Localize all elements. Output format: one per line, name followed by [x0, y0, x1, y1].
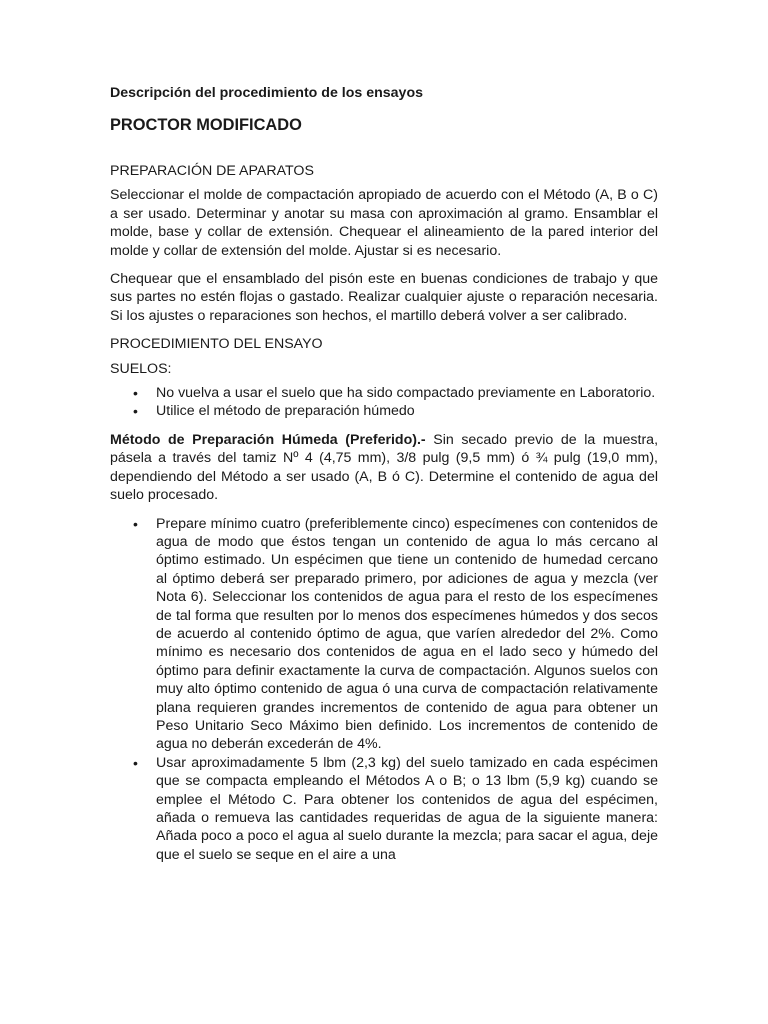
bullet-icon: • — [133, 385, 138, 402]
list-item-text: Usar aproximadamente 5 lbm (2,3 kg) del suelo tamizado en cada espécimen que se compacta empleando el Métodos A o B; o 13 lbm (5,9 kg) cuando se emplee el Método C. Para obtener los contenidos de agua del espécimen, añada o remueva las cantidades requeridas de agua de la siguiente manera: Añada poco a poco el agua al suelo durante la mezcla; para sacar el agua, deje que el suelo se seque en el aire a una — [156, 754, 658, 863]
section-heading-preparacion: PREPARACIÓN DE APARATOS — [110, 163, 314, 179]
paragraph-metodo-humedo — [110, 431, 658, 505]
list-item-text: Utilice el método de preparación húmedo — [156, 403, 415, 420]
subheading-suelos: SUELOS: — [110, 360, 172, 377]
method-text: Sin secado previo de la muestra, pásela a través del tamiz Nº 4 (4,75 mm), 3/8 pulg (9,5 mm) ó ¾ pulg (19,0 mm), dependiendo del Método a ser usado (A, B ó C). Determine el contenido de agua del suelo procesado. — [110, 431, 659, 504]
paragraph-pison: Chequear que el ensamblado del pisón este en buenas condiciones de trabajo y que sus partes no estén flojas o gastado. Realizar cualquier ajuste o reparación necesaria. Si los ajustes o reparaciones son hechos, el martillo deberá volver a ser calibrado. — [110, 271, 658, 324]
metodo-bullet-list — [110, 515, 658, 865]
bullet-icon: • — [133, 754, 138, 771]
bullet-icon: • — [133, 403, 138, 420]
section-heading-procedimiento: PROCEDIMIENTO DEL ENSAYO — [110, 336, 323, 353]
list-item-text: Prepare mínimo cuatro (preferiblemente cinco) especímenes con contenidos de agua de modo que éstos tengan un contenido de agua lo más cercano al óptimo estimado. Un espécimen que tiene un contenido de humedad cercano al óptimo deberá ser preparado primero, por adiciones de agua y mezcla (ver Nota 6). Seleccionar los contenidos de agua para el resto de los especímenes de tal forma que resulten por lo menos dos especímenes húmedos y dos secos de acuerdo al contenido óptimo de agua, que varíen alrededor del 2%. Como mínimo es necesario dos contenidos de agua en el lado seco y húmedo del óptimo para definir exactamente la curva de compactación. Algunos suelos con muy alto óptimo contenido de agua ó una curva de compactación relativamente plana requieren grandes incrementos de contenido de agua para obtener un Peso Unitario Seco Máximo bien definido. Los incrementos de contenido de agua no deberán excederán de 4%. — [156, 515, 658, 753]
method-label: Método de Preparación Húmeda (Preferido).- — [110, 431, 426, 448]
suelos-bullet-list — [110, 384, 658, 421]
list-item — [110, 754, 658, 864]
document-title: PROCTOR MODIFICADO — [110, 116, 302, 134]
list-item — [110, 515, 658, 754]
document-subtitle: Descripción del procedimiento de los ensayos — [110, 85, 424, 101]
paragraph-molde: Seleccionar el molde de compactación apropiado de acuerdo con el Método (A, B o C) a ser usado. Determinar y anotar su masa con aproximación al gramo. Ensamblar el molde, base y collar de extensión. Chequear el alineamiento de la pared interior del molde y collar de extensión del molde. Ajustar si es necesario. — [110, 187, 658, 259]
list-item-text: No vuelva a usar el suelo que ha sido compactado previamente en Laboratorio. — [156, 385, 656, 402]
bullet-icon: • — [133, 515, 138, 532]
list-item — [110, 402, 658, 420]
list-item — [110, 384, 658, 402]
document-page — [110, 82, 658, 874]
